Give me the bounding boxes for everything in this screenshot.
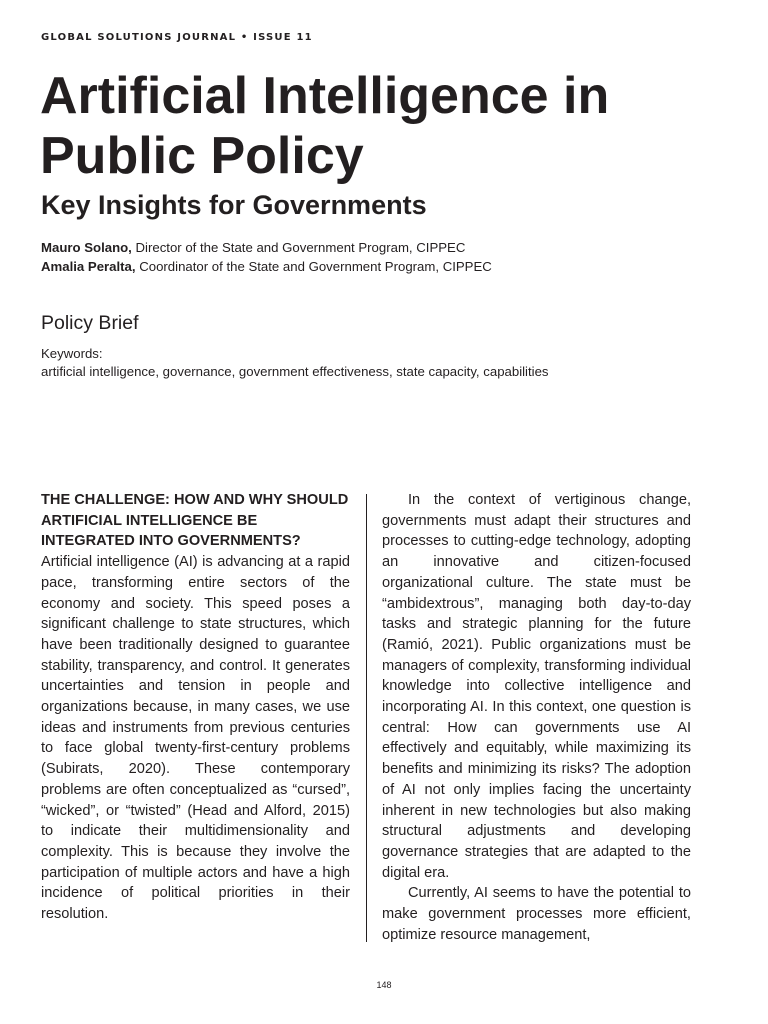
author-role: Coordinator of the State and Government Program, CIPPEC: [135, 259, 492, 274]
author-line: [41, 238, 492, 257]
left-column: [41, 490, 350, 925]
article-subtitle: Key Insights for Governments: [41, 190, 427, 220]
article-title: Artificial Intelligence in Public Policy: [40, 67, 610, 185]
author-list: [41, 238, 492, 276]
journal-header: GLOBAL SOLUTIONS JOURNAL • ISSUE 11: [41, 32, 313, 43]
author-name: Mauro Solano,: [41, 240, 132, 255]
article-type: Policy Brief: [41, 312, 139, 334]
author-name: Amalia Peralta,: [41, 259, 136, 274]
page-number: 148: [376, 980, 392, 990]
body-paragraph: Currently, AI seems to have the potential to make government processes more efficient, optimize resource management,: [382, 885, 691, 943]
keywords-text: artificial intelligence, governance, government effectiveness, state capacity, capabilities: [41, 364, 549, 379]
column-divider: [366, 494, 367, 942]
right-column: [382, 490, 691, 945]
author-line: [41, 257, 492, 276]
body-paragraph: Artificial intelligence (AI) is advancing at a rapid pace, transforming entire sectors of the economy and society. This speed poses a significant challenge to state structures, which have been traditionally designed to guarantee stability, transparency, and control. It generates uncertainties and tension in people and organizations because, in many cases, we use ideas and instruments from previous centuries to face global twenty-first-century problems (Subirats, 2020). These contemporary problems are often conceptualized as “cursed”, “wicked”, or “twisted” (Head and Alford, 2015) to indicate their multidimensionality and complexity. This is because they involve the participation of multiple actors and have a high incidence of political priorities in their resolution.: [41, 554, 350, 923]
keywords-label: Keywords:: [41, 346, 103, 361]
section-heading: THE CHALLENGE: HOW AND WHY SHOULD ARTIFICIAL INTELLIGENCE BE INTEGRATED INTO GOVERNMENTS?: [41, 492, 349, 550]
body-paragraph: In the context of vertiginous change, governments must adapt their structures and processes to cutting-edge technology, adopting an innovative and citizen-focused organizational culture. The state must be “ambidextrous”, managing both day-to-day tasks and strategic planning for the future (Ramió, 2021). Public organizations must be managers of complexity, transforming individual knowledge into collective intelligence and incorporating AI. In this context, one question is central: How can governments use AI effectively and equitably, while maximizing its benefits and minimizing its risks? The adoption of AI not only implies facing the uncertainty inherent in new technologies but also making structural adjustments and developing governance strategies that are adapted to the digital era.: [382, 492, 691, 881]
author-role: Director of the State and Government Program, CIPPEC: [131, 240, 466, 255]
